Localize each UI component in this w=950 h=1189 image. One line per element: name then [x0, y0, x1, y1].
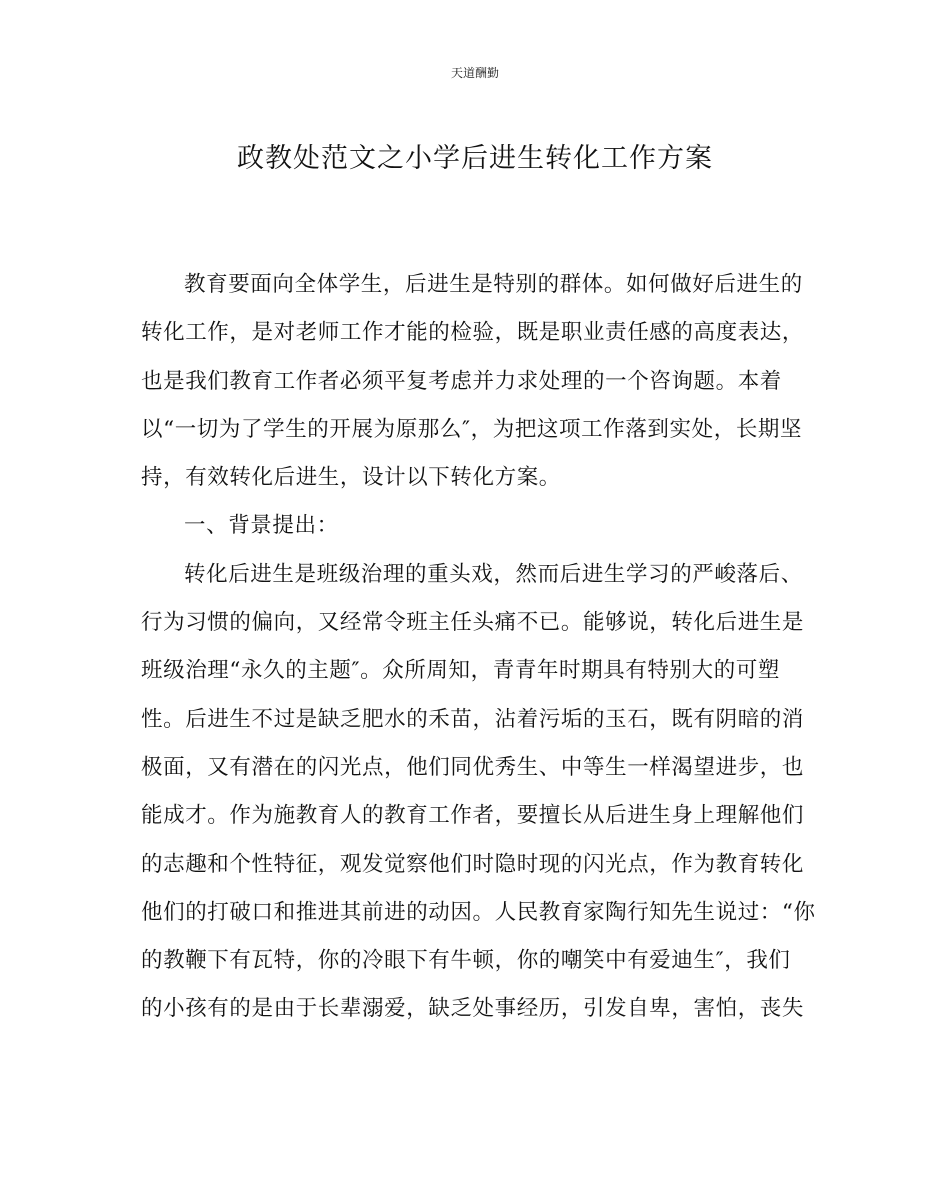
text-line: 班级治理“永久的主题″。众所周知，青青年时期具有特别大的可塑 [141, 658, 781, 684]
text-line: 极面，又有潜在的闪光点，他们同优秀生、中等生一样渴望进步，也 [141, 754, 805, 780]
text-line: 转化后进生是班级治理的重头戏，然而后进生学习的严峻落后、 [184, 561, 803, 587]
text-line: 的志趣和个性特征，观发觉察他们时隐时现的闪光点，作为教育转化 [141, 851, 805, 877]
text-line: 能成才。作为施教育人的教育工作者，要擅长从后进生身上理解他们 [141, 803, 805, 829]
page-header: 天道酬勤 [450, 66, 499, 80]
document-body [141, 270, 816, 1043]
text-line: 转化工作，是对老师工作才能的检验，既是职业责任感的高度表达， [141, 320, 805, 346]
text-line: 教育要面向全体学生，后进生是特别的群体。如何做好后进生的 [184, 272, 803, 297]
text-line: 的教鞭下有瓦特，你的冷眼下有牛顿，你的嘲笑中有爱迪生″，我们 [141, 948, 791, 974]
document-title: 政教处范文之小学后进生转化工作方案 [237, 143, 713, 174]
text-line: 以“一切为了学生的开展为原那么″，为把这项工作落到实处，长期坚 [141, 416, 803, 442]
text-line: 一、背景提出： [184, 513, 339, 539]
text-line: 行为习惯的偏向，又经常令班主任头痛不已。能够说，转化后进生是 [141, 610, 805, 636]
text-line: 也是我们教育工作者必须平复考虑并力求处理的一个咨询题。本着 [141, 368, 782, 394]
text-line: 他们的打破口和推进其前进的动因。人民教育家陶行知先生说过：“你 [141, 899, 816, 925]
text-line: 性。后进生不过是缺乏肥水的禾苗，沾着污垢的玉石，既有阴暗的消 [141, 706, 805, 732]
text-line: 的小孩有的是由于长辈溺爱，缺乏处事经历，引发自卑，害怕，丧失 [141, 996, 805, 1022]
text-line: 持，有效转化后进生，设计以下转化方案。 [141, 465, 561, 491]
